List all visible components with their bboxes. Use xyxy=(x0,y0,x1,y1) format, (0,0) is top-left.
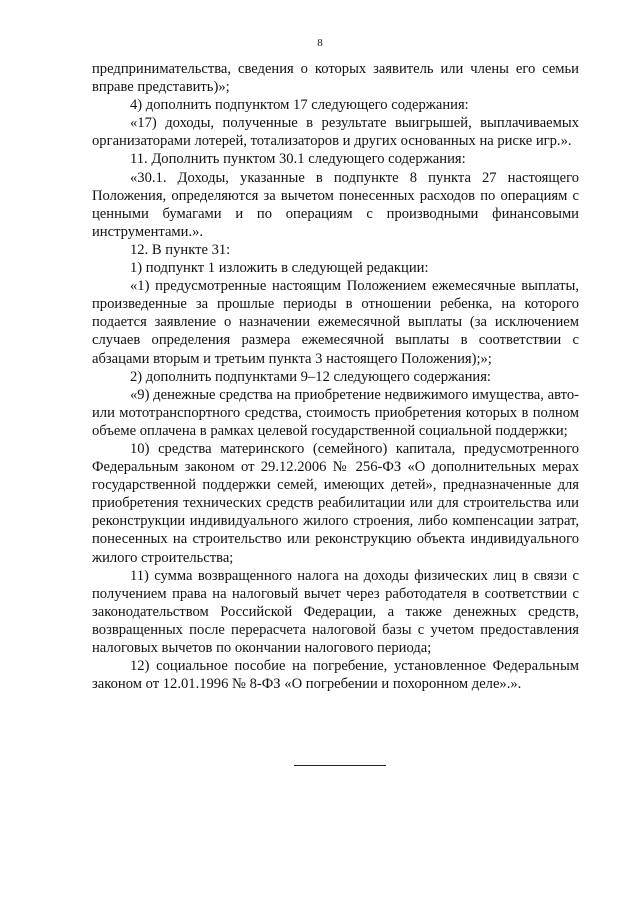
paragraph-subpoint-12-text: 12) социальное пособие на погребение, установленное Федеральным законом от 12.01.1996 № 8-ФЗ «О погребении и похоронном деле».». xyxy=(92,658,579,693)
paragraph-subpoint-1-text: «1) предусмотренные настоящим Положением ежемесячные выплаты, произведенные за прошлые периоды в отношении ребенка, на которого подается заявление о назначении ежемесячной выплаты (за исключением случаев определения размера ежемесячной выплаты в соответствии с абзацами вторым и третьим пункта 3 настоящего Положения);»; xyxy=(92,278,579,367)
paragraph-subpoint-4: 4) дополнить подпунктом 17 следующего содержания: xyxy=(130,97,469,114)
paragraph-subpoint-9-text: «9) денежные средства на приобретение недвижимого имущества, авто- или мототранспортного средства, стоимость приобретения которых в полном объеме оплачена в рамках целевой государственной социальной поддержки; xyxy=(92,386,579,439)
paragraph-subpoint-2: 2) дополнить подпунктами 9–12 следующего содержания: xyxy=(130,368,491,385)
paragraph-point-11: 11. Дополнить пунктом 30.1 следующего содержания: xyxy=(130,151,466,168)
paragraph-subpoint-1: 1) подпункт 1 изложить в следующей редакции: xyxy=(130,260,429,277)
paragraph-point-30-1-text: «30.1. Доходы, указанные в подпункте 8 пункта 27 настоящего Положения, определяются за вычетом понесенных расходов по операциям с ценными бумагами и по операциям с производными финансовыми инструментами.». xyxy=(92,169,579,240)
end-divider-line xyxy=(294,765,386,766)
paragraph-subpoint-17-text: «17) доходы, полученные в результате выигрышей, выплачиваемых организаторами лотерей, тотализаторов и других основанных на риске игр.». xyxy=(92,115,579,150)
page-number: 8 xyxy=(317,37,323,49)
document-body xyxy=(92,60,579,693)
paragraph-point-12: 12. В пункте 31: xyxy=(130,241,231,258)
paragraph-continuation: предпринимательства, сведения о которых заявитель или члены его семьи вправе представить)»; xyxy=(92,61,579,96)
paragraph-subpoint-11-text: 11) сумма возвращенного налога на доходы физических лиц в связи с получением права на налоговый вычет через работодателя в соответствии с законодательством Российской Федерации, а также денежных средств, возвращенных после перерасчета налоговой базы с учетом предоставления налоговых вычетов по окончании налогового периода; xyxy=(92,567,579,656)
paragraph-subpoint-10-text: 10) средства материнского (семейного) капитала, предусмотренного Федеральным законом от 29.12.2006 № 256-ФЗ «О дополнительных мерах государственной поддержки семей, имеющих детей», предназначенные для приобретения технических средств реабилитации или для строительства или реконструкции индивидуального жилого строения, либо компенсации затрат, понесенных на строительство или реконструкцию объекта индивидуального жилого строительства; xyxy=(92,440,579,566)
